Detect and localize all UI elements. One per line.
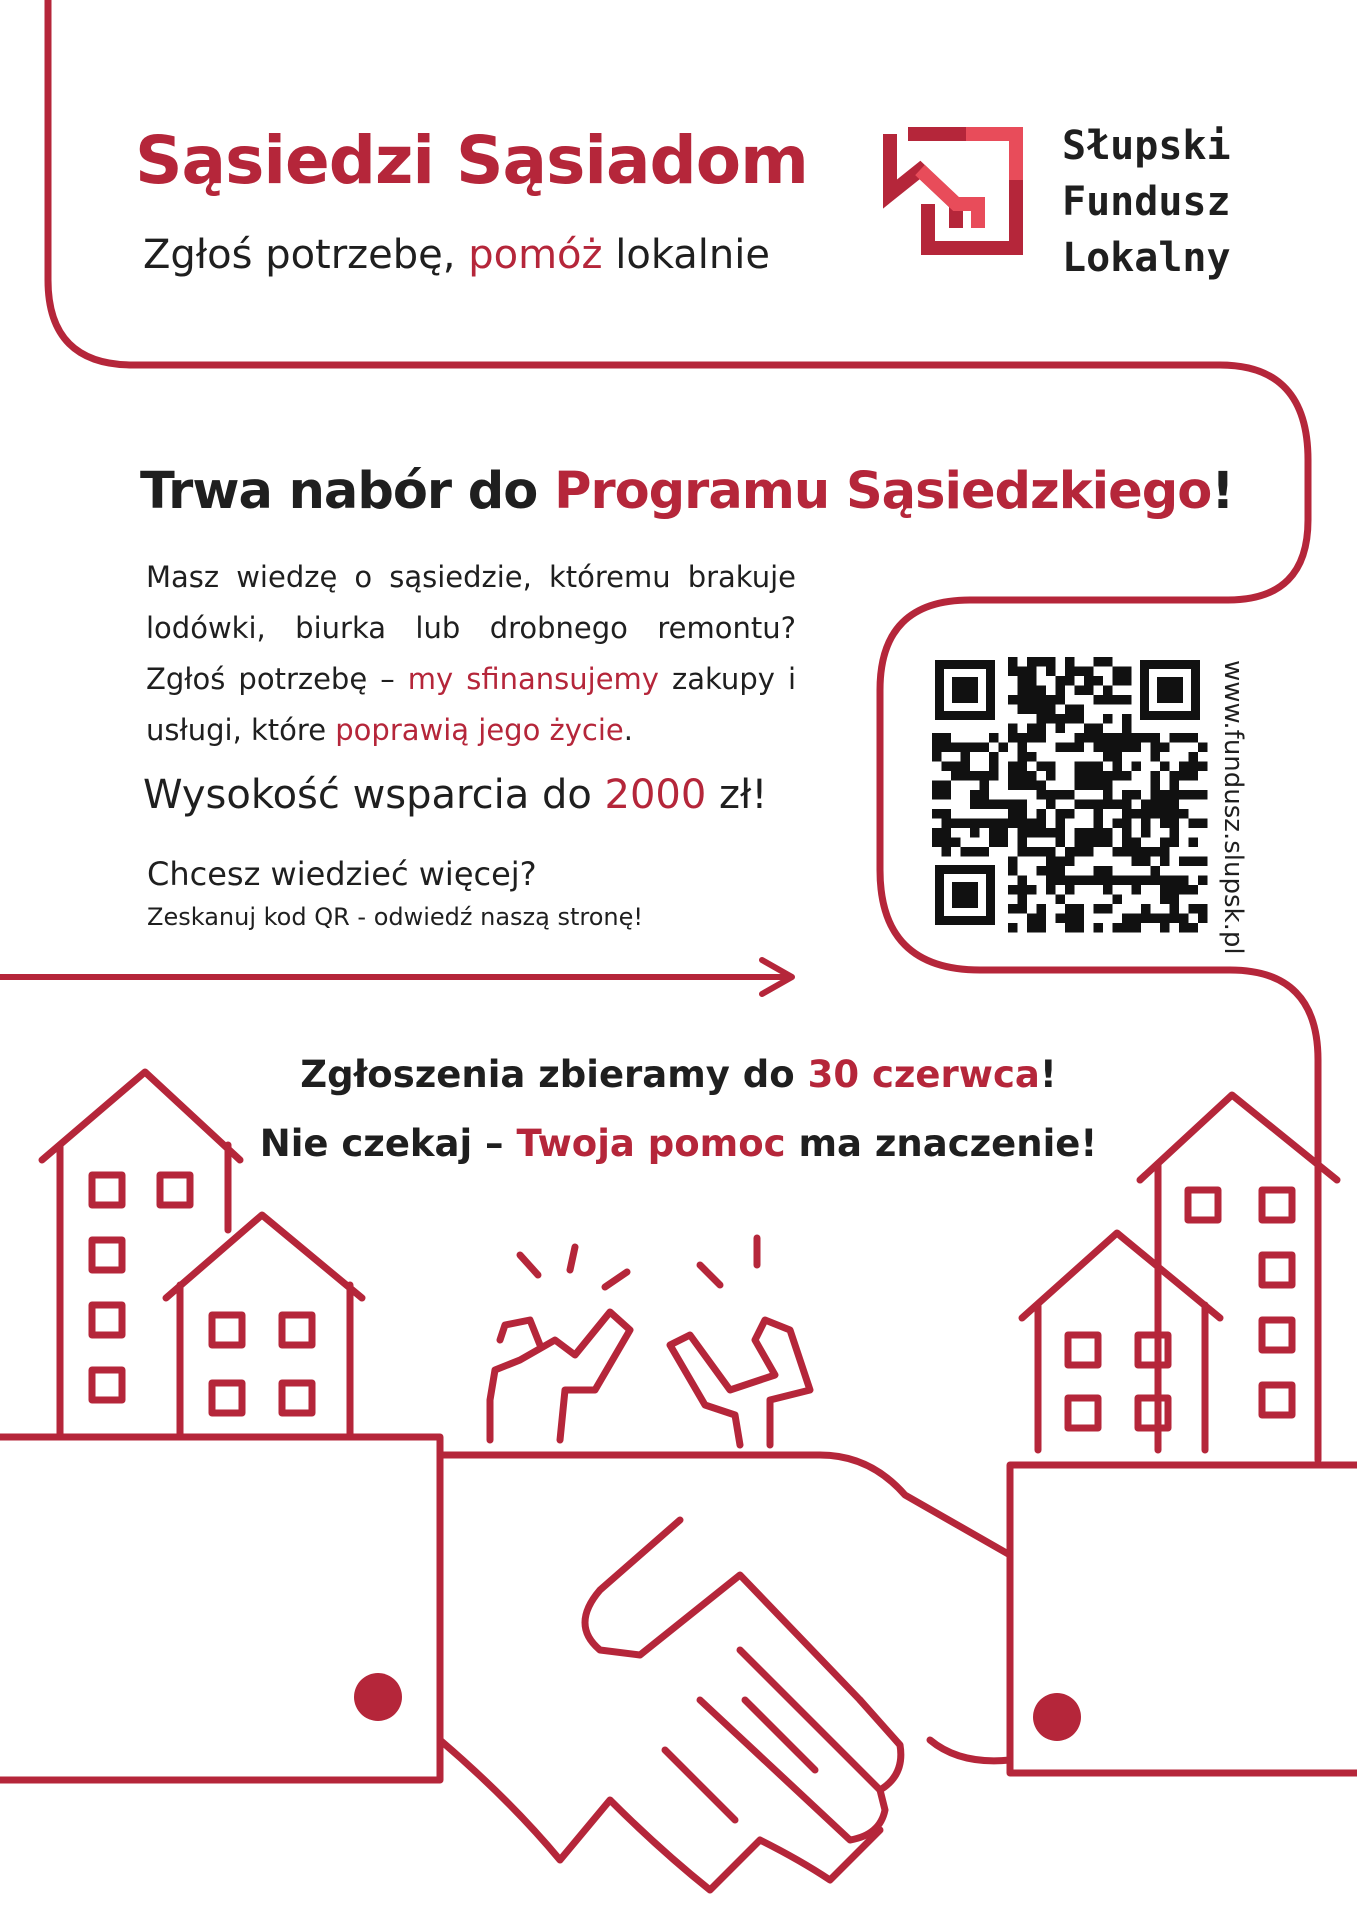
headline-end: ! (1211, 462, 1234, 521)
body-highlight: poprawią jego życie (335, 713, 624, 747)
support-amount: 2000 (604, 772, 707, 818)
cta-text: Nie czekaj – (259, 1122, 517, 1165)
cuff-button-right (1033, 1693, 1081, 1741)
buildings-illustration (42, 1072, 1337, 1450)
cta-highlight: Twoja pomoc (516, 1122, 786, 1165)
support-text: Wysokość wsparcia do (143, 772, 605, 818)
subtitle-text: Zgłoś potrzebę, (143, 232, 469, 278)
headline-highlight: Programu Sąsiedzkiego (554, 462, 1212, 521)
headline-text: Trwa nabór do (140, 462, 555, 521)
handshake-illustration (0, 1437, 1357, 1890)
cuff-button-left (354, 1673, 402, 1721)
cta-text-end: ma znaczenie! (785, 1122, 1098, 1165)
deadline-text: Zgłoszenia zbieramy do (300, 1053, 808, 1096)
cheering-people-illustration (490, 1238, 810, 1445)
logo-line: Fundusz (1062, 179, 1231, 225)
deadline-date: 30 czerwca (807, 1053, 1040, 1096)
logo-line: Słupski (1062, 123, 1231, 169)
body-text: zakupy i usługi, które (146, 662, 797, 747)
subtitle-highlight: pomóż (468, 232, 603, 278)
logo-line: Lokalny (1062, 235, 1231, 281)
body-text-end: . (623, 713, 633, 747)
subtitle-text-end: lokalnie (602, 232, 770, 278)
page-title: Sąsiedzi Sąsiadom (135, 122, 808, 199)
scan-instruction: Zeskanuj kod QR - odwiedź naszą stronę! (147, 903, 644, 931)
body-text: Masz wiedzę o sąsiedzie, któremu brakuje lodówki, biurka lub drobnego remontu? Zgłoś potrzebę – (146, 560, 796, 696)
body-highlight: my sfinansujemy (407, 662, 659, 696)
deadline-end: ! (1039, 1053, 1057, 1096)
support-currency: zł! (706, 772, 768, 818)
website-url[interactable]: www.fundusz.slupsk.pl (1218, 660, 1248, 955)
more-info-heading: Chcesz wiedzieć więcej? (147, 855, 537, 893)
